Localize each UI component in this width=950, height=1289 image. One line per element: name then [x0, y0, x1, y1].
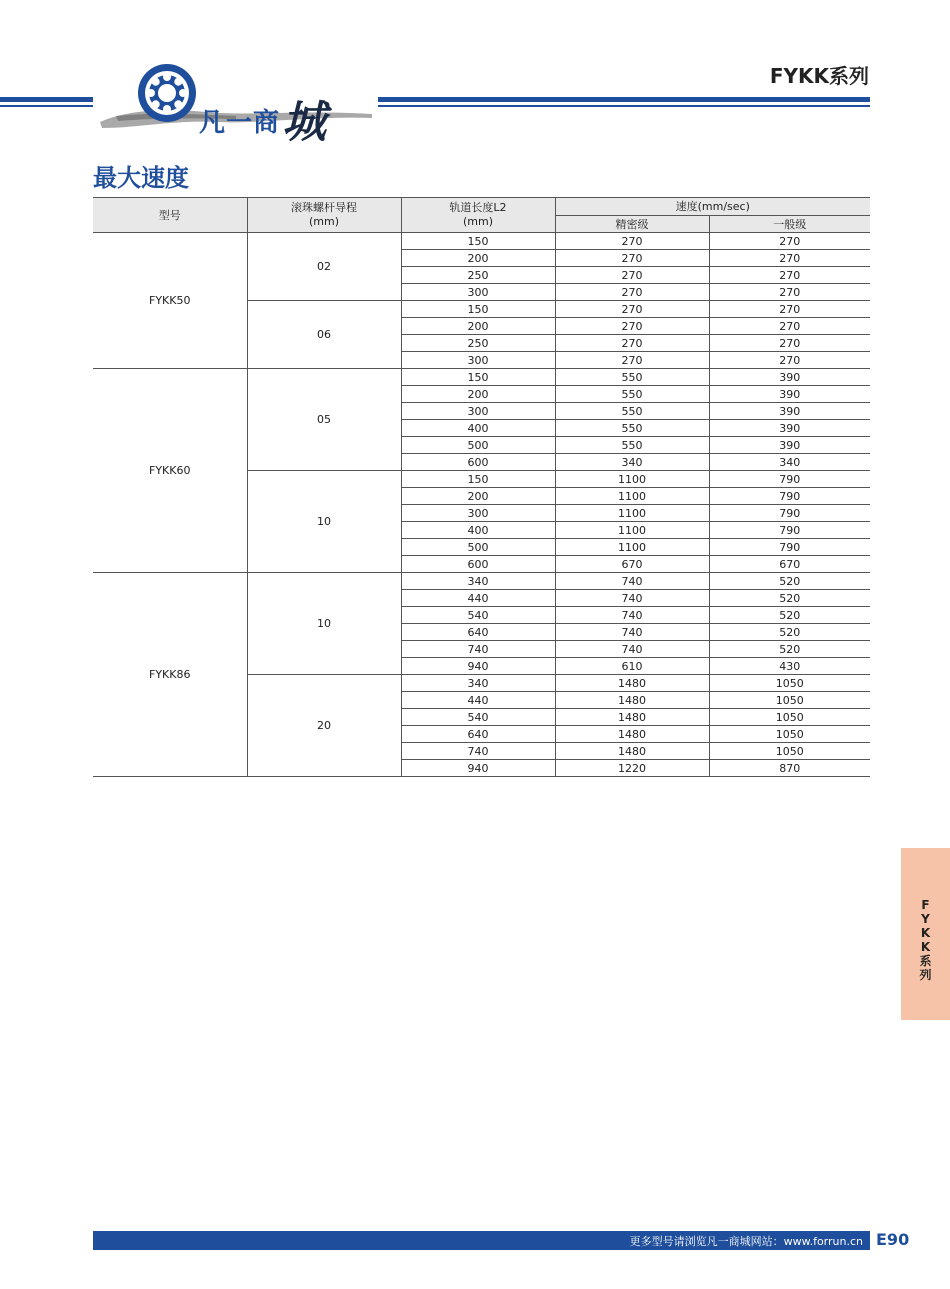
header-length-text: 轨道长度L2 (mm) — [449, 201, 507, 228]
series-title: FYKK系列 — [769, 64, 869, 88]
header-speed: 速度(mm/sec) — [555, 198, 870, 216]
precision-speed-cell: 1480 — [555, 709, 709, 726]
precision-speed-cell: 550 — [555, 369, 709, 386]
lead-cell: 20 — [247, 675, 401, 777]
precision-speed-cell: 740 — [555, 624, 709, 641]
length-cell: 250 — [401, 335, 555, 352]
length-cell: 150 — [401, 233, 555, 250]
general-speed-cell: 390 — [709, 369, 870, 386]
length-cell: 300 — [401, 284, 555, 301]
lead-cell: 06 — [247, 301, 401, 369]
side-tab-char: 系 — [919, 954, 932, 968]
model-cell: FYKK60 — [93, 369, 247, 573]
precision-speed-cell: 550 — [555, 386, 709, 403]
logo-wordmark — [199, 80, 328, 148]
length-cell: 540 — [401, 709, 555, 726]
precision-speed-cell: 270 — [555, 267, 709, 284]
general-speed-cell: 1050 — [709, 709, 870, 726]
logo-text: 凡一商 — [199, 108, 281, 138]
general-speed-cell: 790 — [709, 539, 870, 556]
general-speed-cell: 520 — [709, 590, 870, 607]
side-tab-char: F — [921, 898, 930, 912]
general-speed-cell: 270 — [709, 335, 870, 352]
precision-speed-cell: 550 — [555, 437, 709, 454]
general-speed-cell: 390 — [709, 420, 870, 437]
general-speed-cell: 270 — [709, 233, 870, 250]
general-speed-cell: 790 — [709, 522, 870, 539]
precision-speed-cell: 270 — [555, 335, 709, 352]
lead-cell: 10 — [247, 573, 401, 675]
length-cell: 300 — [401, 505, 555, 522]
general-speed-cell: 790 — [709, 488, 870, 505]
precision-speed-cell: 550 — [555, 403, 709, 420]
general-speed-cell: 430 — [709, 658, 870, 675]
length-cell: 440 — [401, 692, 555, 709]
precision-speed-cell: 270 — [555, 284, 709, 301]
precision-speed-cell: 1480 — [555, 675, 709, 692]
length-cell: 600 — [401, 454, 555, 471]
model-cell: FYKK50 — [93, 233, 247, 369]
table-body — [93, 233, 870, 777]
table-row — [93, 233, 870, 250]
precision-speed-cell: 340 — [555, 454, 709, 471]
length-cell: 150 — [401, 369, 555, 386]
precision-speed-cell: 1220 — [555, 760, 709, 777]
general-speed-cell: 520 — [709, 573, 870, 590]
brand-logo — [96, 58, 378, 148]
general-speed-cell: 270 — [709, 352, 870, 369]
general-speed-cell: 270 — [709, 250, 870, 267]
length-cell: 150 — [401, 301, 555, 318]
general-speed-cell: 520 — [709, 624, 870, 641]
precision-speed-cell: 270 — [555, 318, 709, 335]
length-cell: 150 — [401, 471, 555, 488]
lead-cell: 10 — [247, 471, 401, 573]
general-speed-cell: 270 — [709, 284, 870, 301]
header-rule-right — [378, 97, 870, 102]
side-tab-label — [901, 898, 950, 982]
length-cell: 250 — [401, 267, 555, 284]
footer-text: 更多型号请浏览凡一商城网站：www.forrun.cn — [629, 1235, 863, 1248]
header-model: 型号 — [93, 198, 247, 233]
precision-speed-cell: 740 — [555, 573, 709, 590]
header-lead — [247, 198, 401, 233]
precision-speed-cell: 270 — [555, 250, 709, 267]
precision-speed-cell: 1480 — [555, 743, 709, 760]
length-cell: 200 — [401, 318, 555, 335]
precision-speed-cell: 1100 — [555, 505, 709, 522]
length-cell: 600 — [401, 556, 555, 573]
length-cell: 440 — [401, 590, 555, 607]
logo-text-big: 城 — [282, 97, 328, 148]
lead-cell: 02 — [247, 233, 401, 301]
table-row — [93, 573, 870, 590]
length-cell: 940 — [401, 658, 555, 675]
precision-speed-cell: 610 — [555, 658, 709, 675]
header-rule-right-thin — [378, 105, 870, 107]
length-cell: 940 — [401, 760, 555, 777]
length-cell: 300 — [401, 352, 555, 369]
general-speed-cell: 1050 — [709, 726, 870, 743]
precision-speed-cell: 1480 — [555, 726, 709, 743]
length-cell: 640 — [401, 726, 555, 743]
length-cell: 500 — [401, 539, 555, 556]
general-speed-cell: 270 — [709, 318, 870, 335]
header-precision: 精密级 — [555, 216, 709, 233]
length-cell: 500 — [401, 437, 555, 454]
precision-speed-cell: 740 — [555, 590, 709, 607]
header-length — [401, 198, 555, 233]
general-speed-cell: 790 — [709, 471, 870, 488]
side-tab-char: 列 — [919, 968, 932, 982]
general-speed-cell: 340 — [709, 454, 870, 471]
general-speed-cell: 1050 — [709, 675, 870, 692]
side-tab-char: K — [920, 940, 931, 954]
general-speed-cell: 390 — [709, 386, 870, 403]
header-lead-text: 滚珠螺杆导程 (mm) — [291, 201, 357, 228]
length-cell: 540 — [401, 607, 555, 624]
side-tab-char: K — [920, 926, 931, 940]
precision-speed-cell: 1480 — [555, 692, 709, 709]
length-cell: 340 — [401, 573, 555, 590]
general-speed-cell: 790 — [709, 505, 870, 522]
length-cell: 740 — [401, 743, 555, 760]
length-cell: 400 — [401, 522, 555, 539]
footer-bar — [93, 1231, 870, 1250]
bearing-wheel-icon — [136, 62, 198, 124]
precision-speed-cell: 270 — [555, 352, 709, 369]
side-tab-char: Y — [921, 912, 930, 926]
max-speed-table — [93, 197, 870, 777]
precision-speed-cell: 1100 — [555, 522, 709, 539]
general-speed-cell: 390 — [709, 403, 870, 420]
precision-speed-cell: 270 — [555, 233, 709, 250]
general-speed-cell: 520 — [709, 607, 870, 624]
side-tab — [901, 848, 950, 1020]
page-number: E90 — [876, 1230, 910, 1249]
general-speed-cell: 520 — [709, 641, 870, 658]
length-cell: 300 — [401, 403, 555, 420]
lead-cell: 05 — [247, 369, 401, 471]
header-rule-left-thin — [0, 105, 93, 107]
length-cell: 200 — [401, 250, 555, 267]
table-row — [93, 369, 870, 386]
precision-speed-cell: 670 — [555, 556, 709, 573]
section-title: 最大速度 — [93, 164, 189, 192]
general-speed-cell: 1050 — [709, 692, 870, 709]
precision-speed-cell: 1100 — [555, 539, 709, 556]
general-speed-cell: 870 — [709, 760, 870, 777]
precision-speed-cell: 1100 — [555, 471, 709, 488]
length-cell: 200 — [401, 386, 555, 403]
general-speed-cell: 1050 — [709, 743, 870, 760]
header-general: 一般级 — [709, 216, 870, 233]
length-cell: 740 — [401, 641, 555, 658]
length-cell: 400 — [401, 420, 555, 437]
header-rule-left — [0, 97, 93, 102]
precision-speed-cell: 740 — [555, 641, 709, 658]
general-speed-cell: 670 — [709, 556, 870, 573]
model-cell: FYKK86 — [93, 573, 247, 777]
precision-speed-cell: 1100 — [555, 488, 709, 505]
general-speed-cell: 390 — [709, 437, 870, 454]
general-speed-cell: 270 — [709, 267, 870, 284]
precision-speed-cell: 270 — [555, 301, 709, 318]
length-cell: 640 — [401, 624, 555, 641]
length-cell: 200 — [401, 488, 555, 505]
precision-speed-cell: 740 — [555, 607, 709, 624]
length-cell: 340 — [401, 675, 555, 692]
general-speed-cell: 270 — [709, 301, 870, 318]
precision-speed-cell: 550 — [555, 420, 709, 437]
